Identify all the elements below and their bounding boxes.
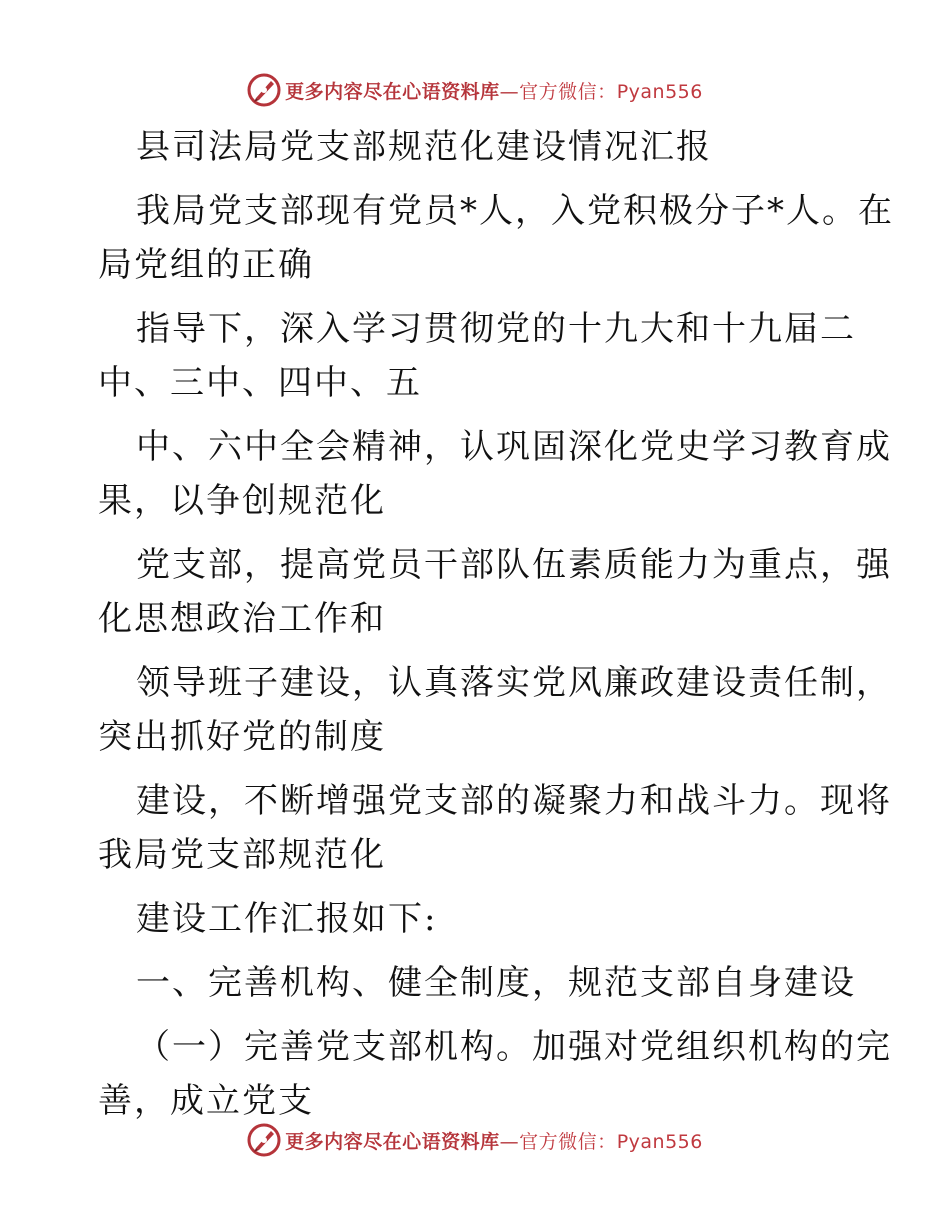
paragraph-line: 善，成立党支 [98, 1081, 314, 1121]
paragraph-line: 中、六中全会精神，认巩固深化党史学习教育成 [136, 427, 892, 467]
paragraph-line: （一）完善党支部机构。加强对党组织机构的完 [136, 1027, 892, 1067]
paragraph-line: 指导下，深入学习贯彻党的十九大和十九届二 [136, 309, 856, 349]
quill-pen-logo-icon [247, 1123, 281, 1157]
header-banner [0, 70, 950, 110]
paragraph-line: 突出抓好党的制度 [98, 717, 386, 757]
section-heading: 一、完善机构、健全制度，规范支部自身建设 [136, 963, 856, 1003]
banner-text: 更多内容尽在心语资料库—官方微信：Pyan556 [285, 1130, 703, 1153]
document-title: 县司法局党支部规范化建设情况汇报 [136, 127, 712, 167]
paragraph-line: 中、三中、四中、五 [98, 363, 422, 403]
banner-text: 更多内容尽在心语资料库—官方微信：Pyan556 [285, 80, 703, 103]
paragraph-line: 领导班子建设，认真落实党风廉政建设责任制， [136, 663, 892, 703]
paragraph-line: 我局党支部现有党员*人，入党积极分子*人。在 [136, 191, 894, 231]
paragraph-line: 建设，不断增强党支部的凝聚力和战斗力。现将 [136, 781, 892, 821]
footer-banner [0, 1120, 950, 1160]
paragraph-line: 果，以争创规范化 [98, 481, 386, 521]
document-body [98, 120, 894, 1128]
paragraph-line: 化思想政治工作和 [98, 599, 386, 639]
quill-pen-logo-icon [247, 73, 281, 107]
paragraph-line: 建设工作汇报如下: [136, 899, 438, 939]
paragraph-line: 我局党支部规范化 [98, 835, 386, 875]
paragraph-line: 局党组的正确 [98, 245, 314, 285]
paragraph-line: 党支部，提高党员干部队伍素质能力为重点，强 [136, 545, 892, 585]
